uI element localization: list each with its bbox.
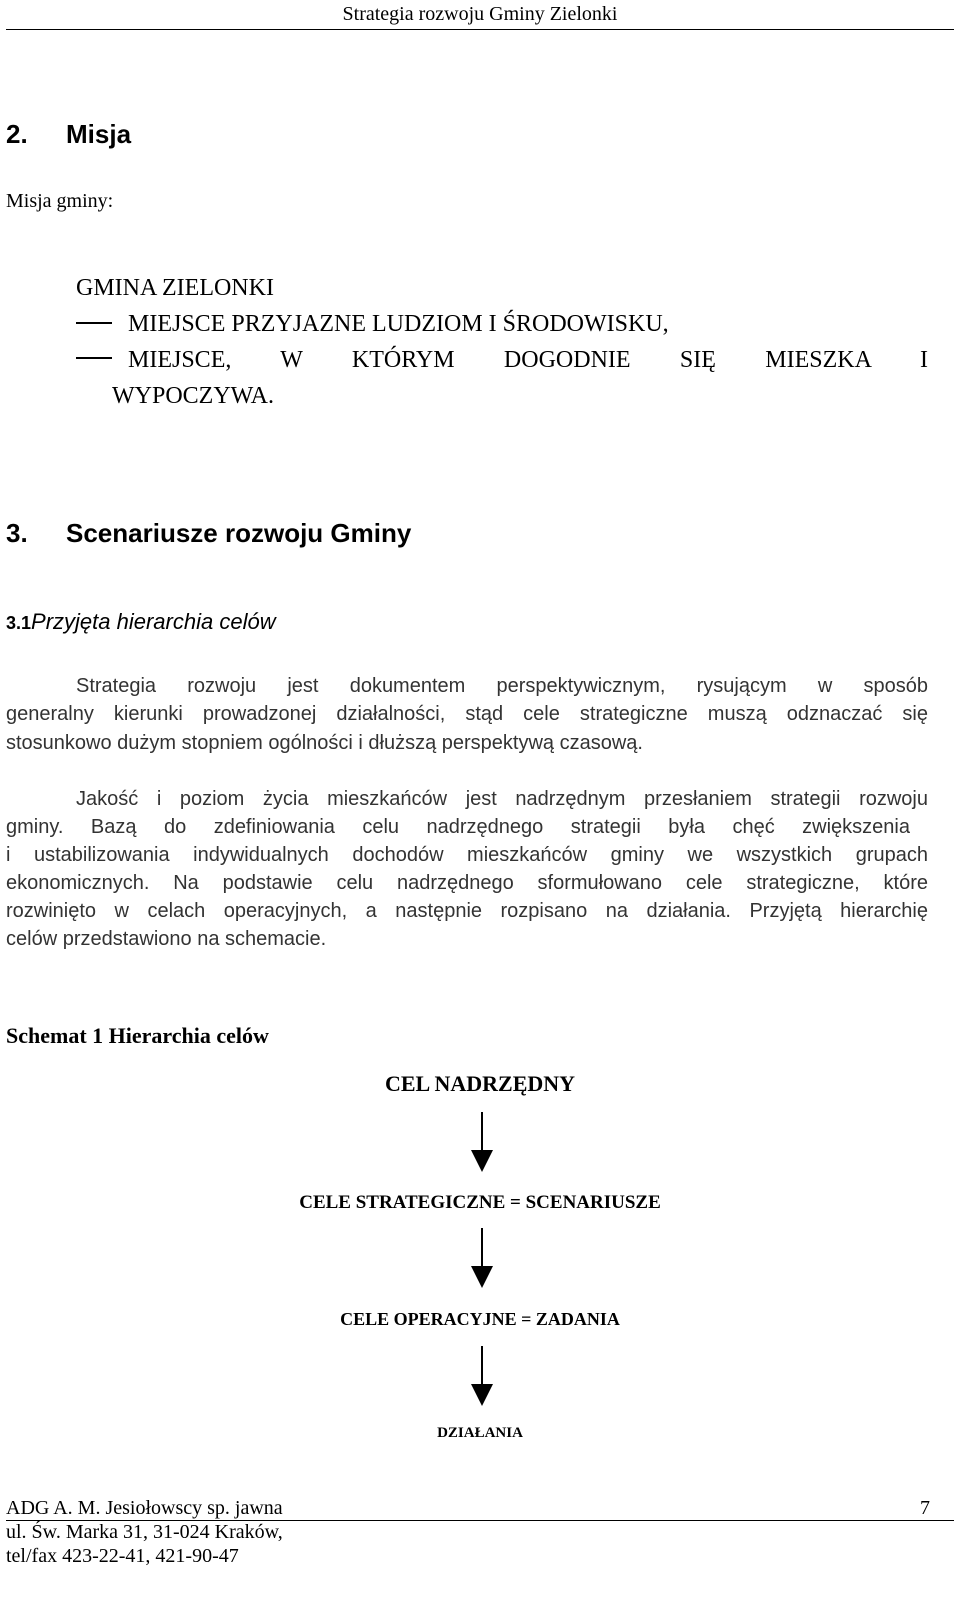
schema-level-2: CELE STRATEGICZNE = SCENARIUSZE [299, 1192, 661, 1213]
section-2-number: 2. [6, 119, 28, 149]
arrow-1-shaft [481, 1112, 483, 1152]
paragraph-2-line-3: i ustabilizowania indywidualnych dochodów mieszkańców gminy we wszystkich grupach [6, 844, 928, 866]
section-2-heading [6, 119, 131, 149]
schema-caption: Schemat 1 Hierarchia celów [6, 1023, 269, 1048]
paragraph-1-line-1: Strategia rozwoju jest dokumentem perspektywicznym, rysującym w sposób [76, 675, 928, 697]
mission-line-4: WYPOCZYWA. [112, 383, 274, 409]
mission-line-3: MIEJSCE, W KTÓRYM DOGODNIE SIĘ MIESZKA I [76, 342, 928, 378]
paragraph-2-line-4: ekonomicznych. Na podstawie celu nadrzędnego sformułowano cele strategiczne, które [6, 872, 928, 894]
footer-phone: tel/fax 423-22-41, 421-90-47 [6, 1545, 239, 1567]
subsection-3-1-number: 3.1 [6, 613, 32, 633]
mission-line-2: MIEJSCE PRZYJAZNE LUDZIOM I ŚRODOWISKU, [76, 306, 669, 342]
page-number: 7 [920, 1497, 930, 1519]
header-rule [6, 29, 954, 30]
paragraph-2-line-5: rozwinięto w celach operacyjnych, a następnie rozpisano na działania. Przyjętą hierarchię [6, 900, 928, 922]
paragraph-2-line-6: celów przedstawiono na schemacie. [6, 928, 327, 950]
subsection-3-1-heading [6, 609, 276, 636]
schema-level-4: DZIAŁANIA [437, 1425, 523, 1441]
footer-address: ul. Św. Marka 31, 31-024 Kraków, [6, 1521, 283, 1543]
mission-intro: Misja gminy: [6, 190, 114, 212]
section-2-title: Misja [66, 119, 132, 149]
arrow-3-head [471, 1384, 493, 1406]
subsection-3-1-title: Przyjęta hierarchia celów [31, 609, 276, 634]
section-3-heading [6, 518, 411, 548]
arrow-1-head [471, 1150, 493, 1172]
paragraph-2-line-2: gminy. Bazą do zdefiniowania celu nadrzędnego strategii była chęć zwiększenia [6, 816, 910, 838]
arrow-2-head [471, 1266, 493, 1288]
dash-mark [76, 357, 112, 359]
section-3-title: Scenariusze rozwoju Gminy [66, 518, 412, 548]
paragraph-1-line-2: generalny kierunki prowadzonej działalności, stąd cele strategiczne muszą odznaczać się [6, 703, 928, 725]
paragraph-2-line-1: Jakość i poziom życia mieszkańców jest nadrzędnym przesłaniem strategii rozwoju [76, 788, 928, 810]
arrow-2-shaft [481, 1228, 483, 1268]
schema-level-1: CEL NADRZĘDNY [384, 1071, 576, 1096]
footer-company: ADG A. M. Jesiołowscy sp. jawna [6, 1497, 283, 1519]
dash-mark [76, 322, 112, 324]
running-header: Strategia rozwoju Gminy Zielonki [342, 3, 618, 25]
paragraph-1-line-3: stosunkowo dużym stopniem ogólności i dłuższą perspektywą czasową. [6, 732, 643, 754]
schema-level-3: CELE OPERACYJNE = ZADANIA [340, 1309, 620, 1329]
mission-line-1: GMINA ZIELONKI [76, 275, 274, 301]
arrow-3-shaft [481, 1346, 483, 1386]
section-3-number: 3. [6, 518, 28, 548]
